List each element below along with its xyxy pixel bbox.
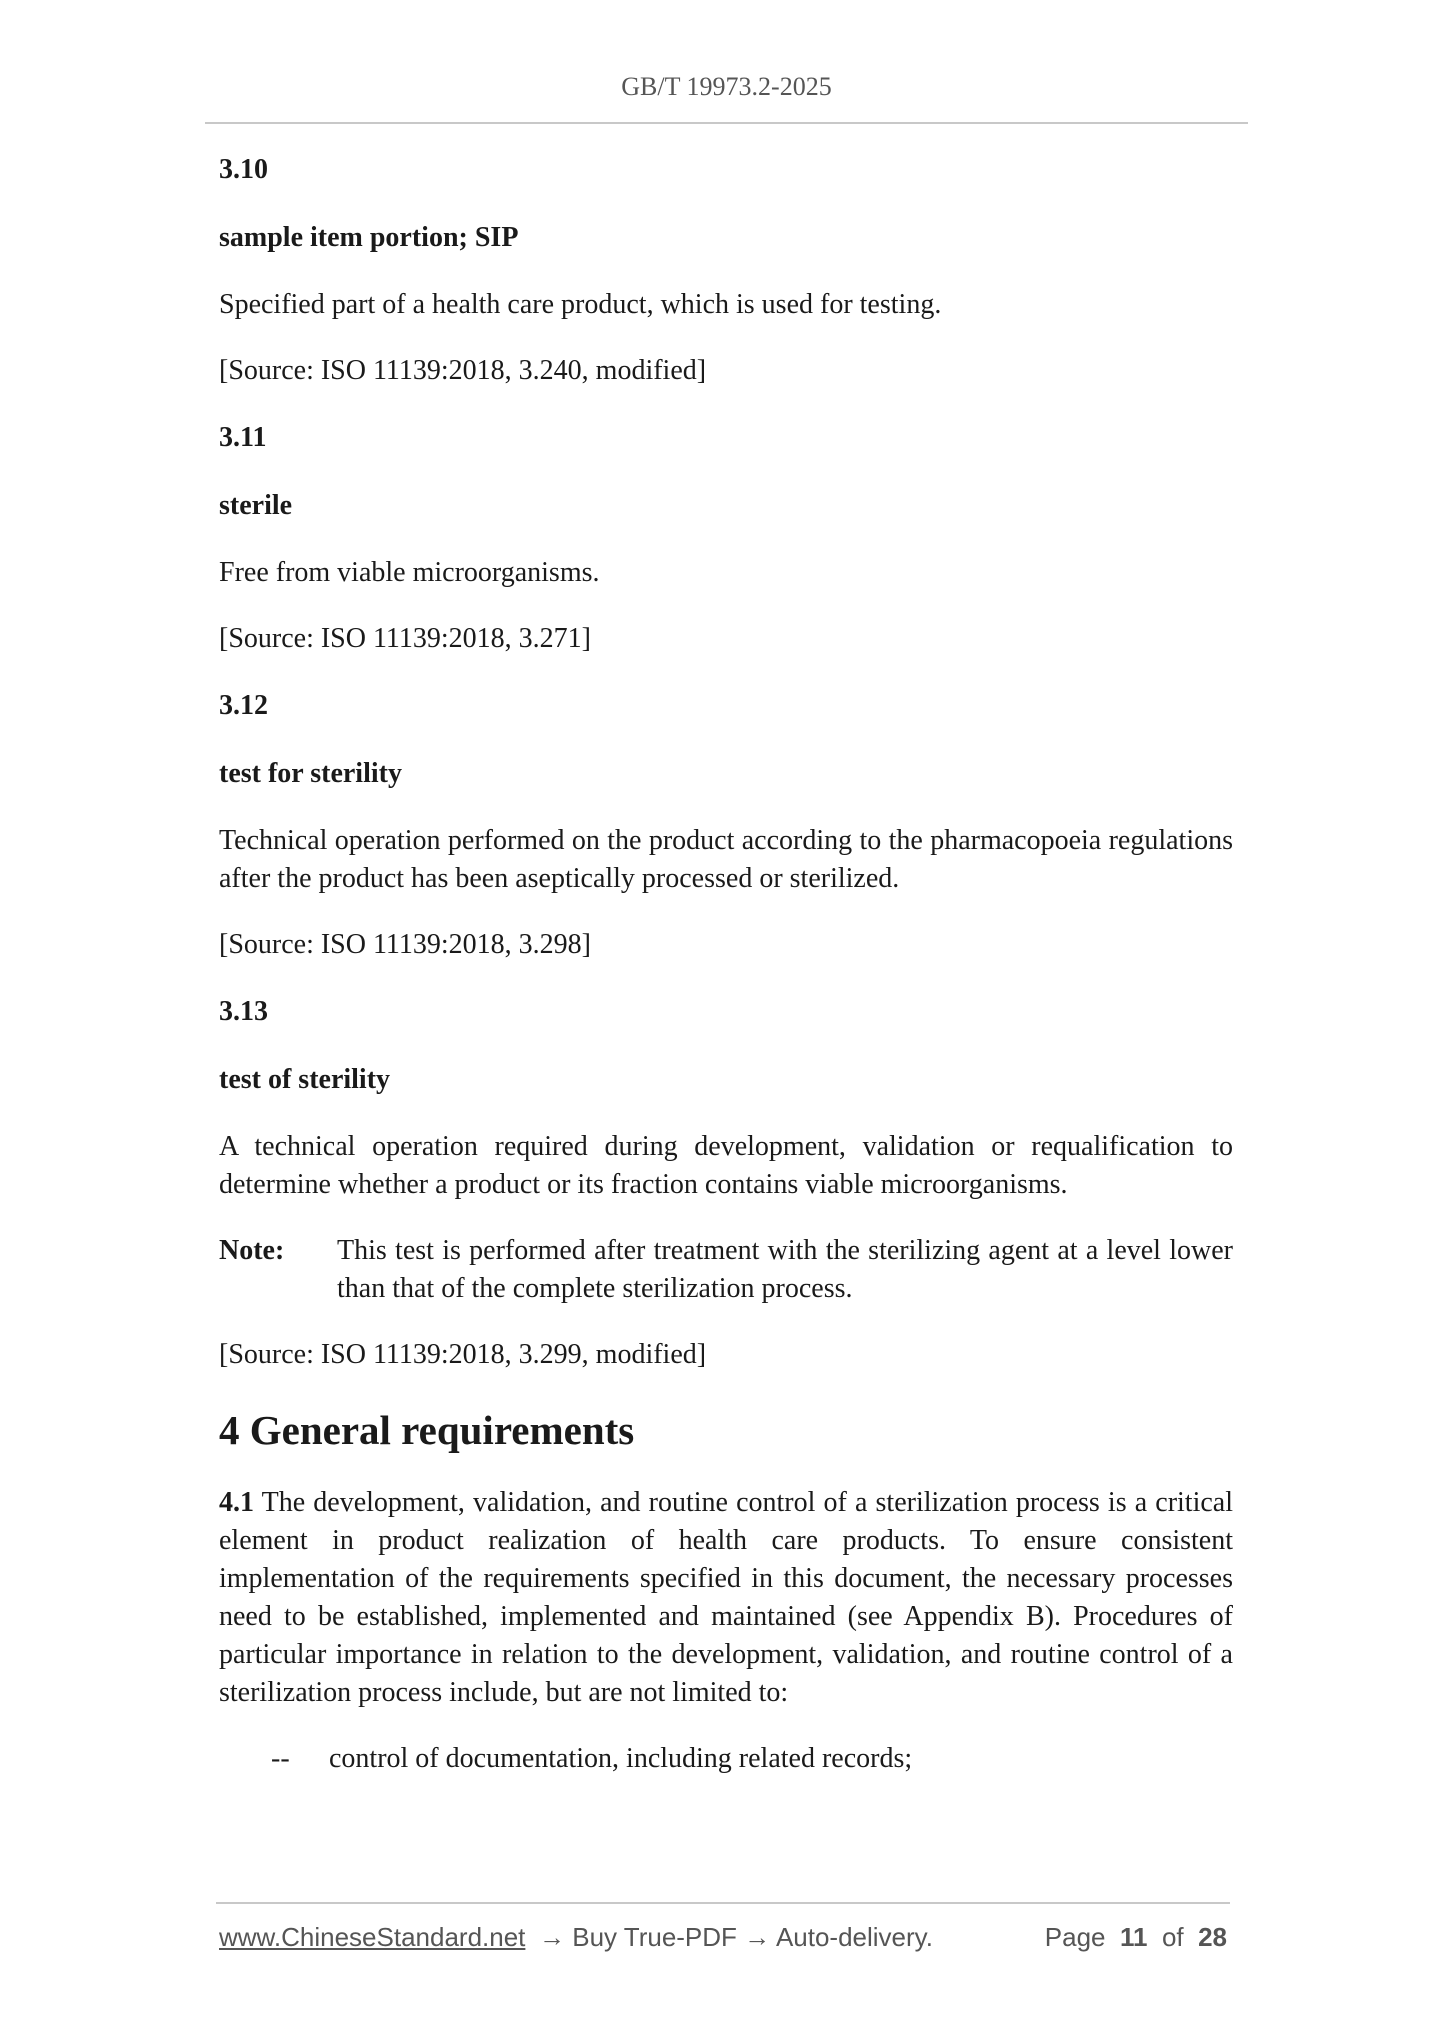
term-note	[219, 1232, 1233, 1308]
term-number: 3.12	[219, 690, 268, 721]
term-name: sterile	[219, 490, 293, 521]
page-current: 11	[1119, 1922, 1148, 1952]
note-text: This test is performed after treatment with the sterilizing agent at a level lower than that of the complete sterilization process.	[337, 1235, 1233, 1304]
term-name: test of sterility	[219, 1064, 391, 1095]
term-source: [Source: ISO 11139:2018, 3.299, modified]	[219, 1339, 707, 1370]
header-divider	[205, 122, 1248, 124]
page-indicator	[1045, 1922, 1227, 1953]
term-source: [Source: ISO 11139:2018, 3.240, modified]	[219, 355, 707, 386]
page-footer	[219, 1922, 1227, 1962]
footer-tagline: → Buy True-PDF → Auto-delivery.	[539, 1922, 933, 1952]
clause-number: 4.1	[219, 1487, 254, 1518]
term-number: 3.10	[219, 154, 268, 185]
term-source: [Source: ISO 11139:2018, 3.298]	[219, 929, 591, 960]
term-definition: A technical operation required during development, validation or requalification to determine whether a product or its fraction contains viable microorganisms.	[219, 1131, 1233, 1200]
term-number: 3.11	[219, 422, 267, 453]
website-link[interactable]: www.ChineseStandard.net	[219, 1922, 526, 1952]
clause-text: The development, validation, and routine control of a sterilization process is a critical element in product realization of health care products. To ensure consistent implementation of the requirements specified in this document, the necessary processes need to be established, implemented and maintained (see Appendix B). Procedures of particular importance in relation to the development, validation, and routine control of a sterilization process include, but are not limited to:	[219, 1487, 1233, 1708]
term-number: 3.13	[219, 996, 268, 1027]
term-name: sample item portion; SIP	[219, 222, 519, 253]
page-label: Page	[1044, 1922, 1106, 1952]
clause-4-1	[219, 1484, 1233, 1712]
page-of: of	[1161, 1922, 1184, 1952]
term-name: test for sterility	[219, 758, 402, 789]
document-body	[219, 150, 1233, 1778]
list-item-text: control of documentation, including related records;	[329, 1743, 913, 1774]
list-marker: --	[271, 1743, 290, 1774]
term-definition: Technical operation performed on the product according to the pharmacopoeia regulations after the product has been aseptically processed or sterilized.	[219, 825, 1233, 894]
note-label: Note:	[219, 1235, 285, 1266]
page-header-doc-id: GB/T 19973.2-2025	[621, 72, 832, 101]
term-source: [Source: ISO 11139:2018, 3.271]	[219, 623, 591, 654]
page-total: 28	[1198, 1922, 1227, 1952]
list-item	[219, 1740, 1233, 1778]
section-heading: 4 General requirements	[219, 1407, 635, 1453]
footer-divider	[216, 1902, 1230, 1904]
term-definition: Free from viable microorganisms.	[219, 557, 600, 588]
term-definition: Specified part of a health care product, which is used for testing.	[219, 289, 942, 320]
